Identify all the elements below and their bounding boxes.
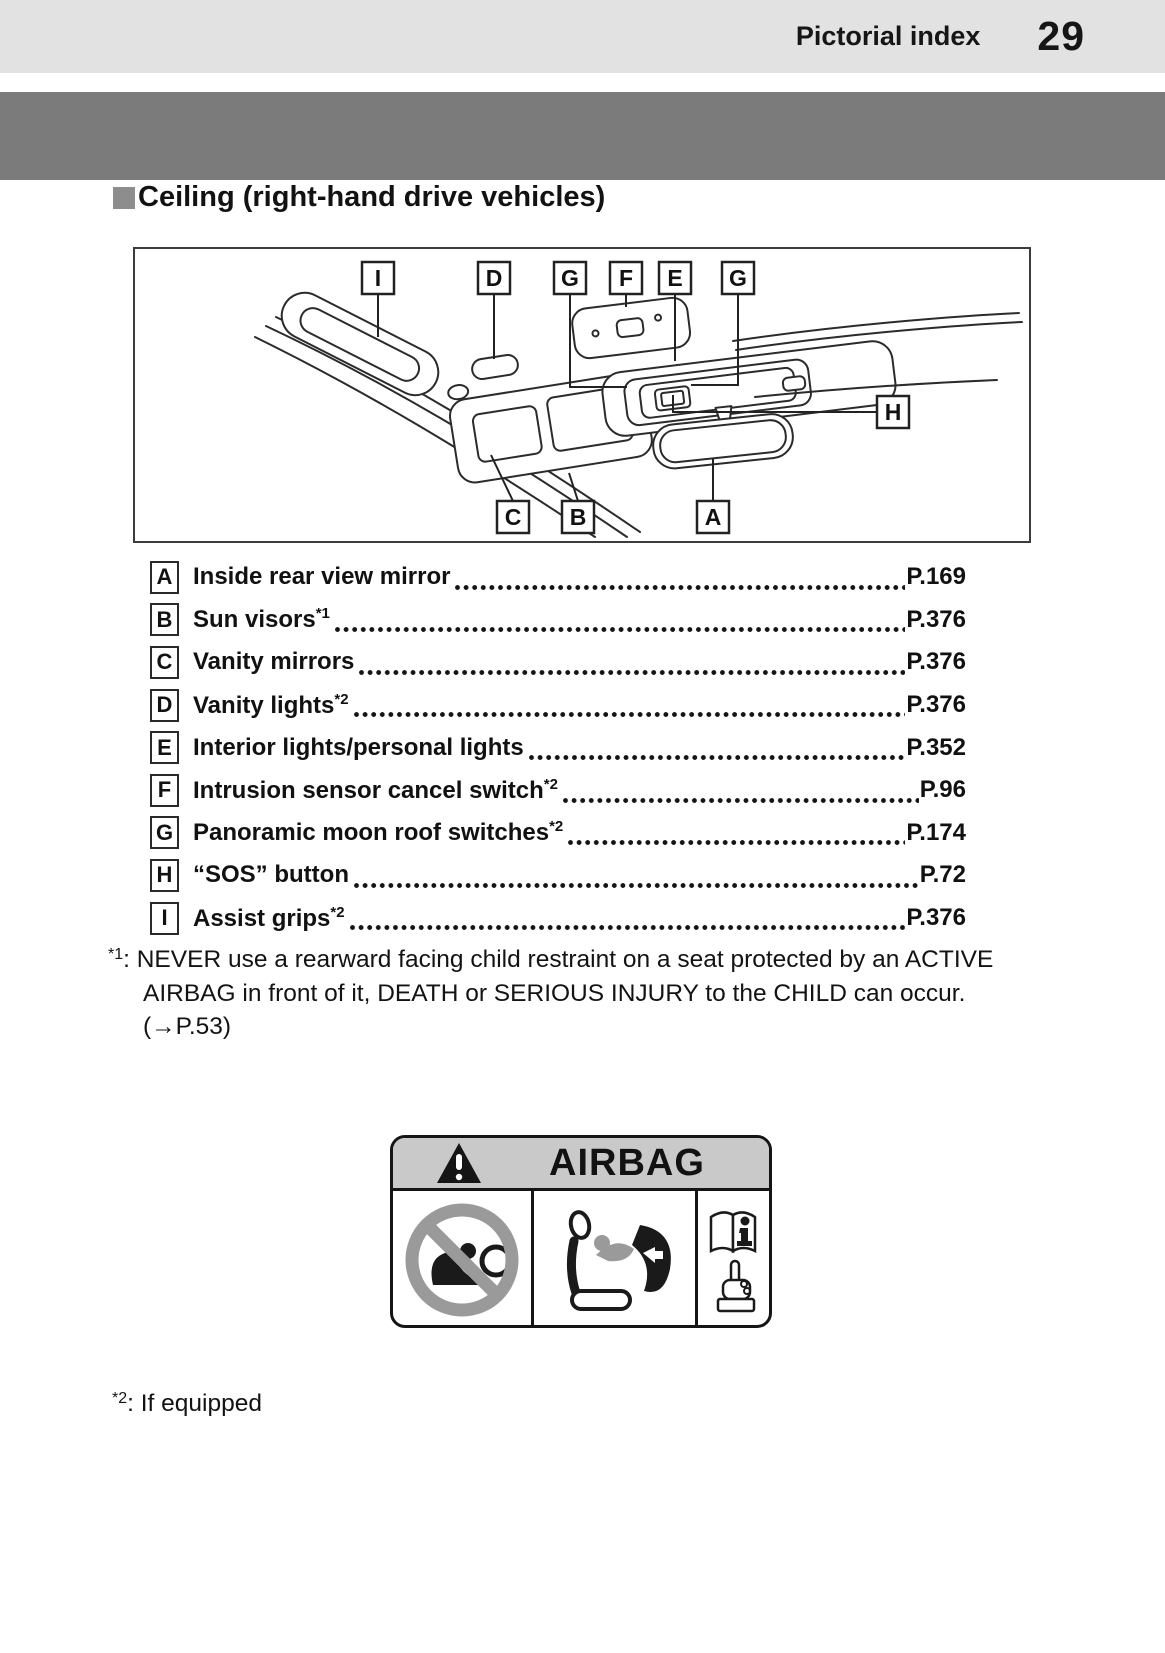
index-item-label: Sun visors$^{*1}$ xyxy=(193,605,330,634)
callout-H: H xyxy=(884,399,902,425)
index-item-label: Panoramic moon roof switches$^{*2}$ xyxy=(193,818,564,847)
callout-B: B xyxy=(569,504,587,530)
index-item-label: Interior lights/personal lights xyxy=(193,733,524,761)
heading-square-bullet-icon xyxy=(113,187,135,209)
index-page-ref: P.169 xyxy=(906,563,966,591)
callout-I: I xyxy=(374,265,382,291)
footnote-1-marker: *1 xyxy=(108,946,124,963)
read-manual-icon xyxy=(698,1191,769,1328)
index-row xyxy=(150,641,966,684)
index-row xyxy=(150,769,966,812)
footnote-marker: *2 xyxy=(334,690,349,708)
pictorial-index-list xyxy=(150,556,966,939)
index-page-ref: P.376 xyxy=(906,605,966,633)
dotted-leader xyxy=(568,840,905,845)
dotted-leader xyxy=(350,925,906,930)
moonroof-switch-panel-art xyxy=(571,296,692,360)
callout-G-left: G xyxy=(561,265,579,291)
index-key-box: E xyxy=(150,731,179,764)
dotted-leader xyxy=(455,585,905,590)
airbag-deployment-icon xyxy=(534,1191,698,1328)
index-row xyxy=(150,854,966,897)
section-heading xyxy=(113,181,605,214)
footnote-marker: *2 xyxy=(543,775,558,793)
footnote-1-line-2: AIRBAG in front of it, DEATH or SERIOUS INJURY to the CHILD can occur. xyxy=(143,979,966,1007)
callout-F: F xyxy=(618,265,634,291)
dotted-leader xyxy=(529,755,906,760)
airbag-label-body xyxy=(393,1191,769,1328)
footnote-marker: *1 xyxy=(315,605,330,623)
index-page-ref: P.72 xyxy=(919,861,966,889)
airbag-warning-label xyxy=(390,1135,772,1328)
airbag-label-title: AIRBAG xyxy=(549,1141,705,1184)
index-key-box: B xyxy=(150,603,179,636)
footnote-2-marker: *2 xyxy=(112,1390,128,1407)
index-item-label: Assist grips$^{*2}$ xyxy=(193,903,345,932)
index-key-box: D xyxy=(150,689,179,722)
index-item-label: Vanity lights$^{*2}$ xyxy=(193,690,349,719)
index-item-label: Vanity mirrors xyxy=(193,648,355,676)
index-key-box: G xyxy=(150,816,179,849)
airbag-label-header xyxy=(393,1138,769,1191)
callout-D: D xyxy=(485,265,503,291)
callout-G-right: G xyxy=(729,265,747,291)
footnote-marker: *2 xyxy=(549,818,564,836)
dotted-leader xyxy=(354,712,906,717)
dotted-leader xyxy=(335,627,905,632)
index-item-label: Intrusion sensor cancel switch$^{*2}$ xyxy=(193,775,558,804)
assist-grip-art xyxy=(274,285,446,403)
index-page-ref: P.376 xyxy=(906,904,966,932)
dotted-leader xyxy=(359,670,905,675)
index-key-box: F xyxy=(150,774,179,807)
section-divider-band xyxy=(0,92,1165,180)
dotted-leader xyxy=(354,883,919,888)
dotted-leader xyxy=(563,798,919,803)
index-item-label: “SOS” button xyxy=(193,861,349,889)
index-key-box: C xyxy=(150,646,179,679)
index-key-box: H xyxy=(150,859,179,892)
ceiling-diagram xyxy=(133,247,1031,543)
footnote-1-line-1: $^{*1}$: NEVER use a rearward facing child restraint on a seat protected by an ACTIVE xyxy=(108,946,994,973)
index-row xyxy=(150,726,966,769)
index-page-ref: P.174 xyxy=(906,818,966,846)
footnote-2: $^{*2}$: If equipped xyxy=(112,1390,262,1417)
header-page-number: 29 xyxy=(1037,13,1085,59)
index-row xyxy=(150,812,966,855)
index-key-box: I xyxy=(150,902,179,935)
callout-E: E xyxy=(667,265,683,291)
warning-triangle-icon xyxy=(435,1141,483,1185)
ceiling-diagram-art xyxy=(135,249,1029,541)
header-section-title: Pictorial index xyxy=(795,21,981,51)
index-key-box: A xyxy=(150,561,179,594)
index-page-ref: P.96 xyxy=(919,776,966,804)
index-row xyxy=(150,684,966,727)
index-page-ref: P.376 xyxy=(906,648,966,676)
footnote-1-line-3: (→P.53) xyxy=(143,1013,232,1040)
index-row xyxy=(150,599,966,642)
index-row xyxy=(150,556,966,599)
footnote-marker: *2 xyxy=(330,903,345,921)
index-row xyxy=(150,897,966,940)
page-header-band xyxy=(0,0,1165,73)
footnote-1 xyxy=(108,938,998,1044)
section-heading-text: Ceiling (right-hand drive vehicles) xyxy=(138,181,606,213)
index-page-ref: P.376 xyxy=(906,691,966,719)
callout-A: A xyxy=(704,504,722,530)
no-rear-facing-child-seat-icon xyxy=(393,1191,534,1328)
index-page-ref: P.352 xyxy=(906,733,966,761)
index-item-label: Inside rear view mirror xyxy=(193,563,451,591)
callout-C: C xyxy=(504,504,522,530)
